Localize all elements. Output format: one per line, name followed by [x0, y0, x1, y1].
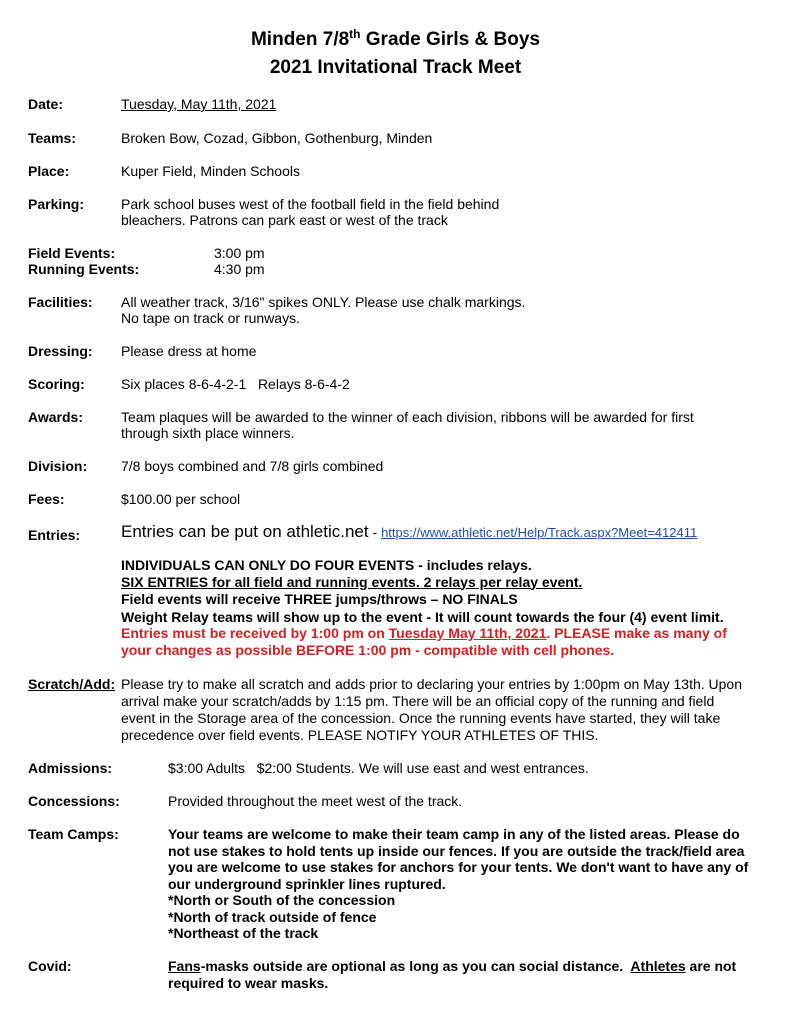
teams-value: Broken Bow, Cozad, Gibbon, Gothenburg, Minden	[121, 130, 433, 146]
entries-rule-1: INDIVIDUALS CAN ONLY DO FOUR EVENTS - includes relays.	[121, 557, 532, 573]
division-value: 7/8 boys combined and 7/8 girls combined	[121, 458, 384, 474]
team-camps-label: Team Camps:	[28, 826, 119, 842]
scoring-label: Scoring:	[28, 376, 85, 392]
date-label: Date:	[28, 96, 64, 112]
date-value: Tuesday, May 11th, 2021	[121, 96, 277, 112]
awards-value: Team plaques will be awarded to the winner of each division, ribbons will be awarded for first through sixth place winners.	[121, 409, 694, 441]
scratch-add-label: Scratch/Add:	[28, 676, 116, 692]
place-value: Kuper Field, Minden Schools	[121, 163, 300, 179]
admissions-value: $3:00 Adults $2:00 Students. We will use east and west entrances.	[168, 760, 589, 776]
entries-rules	[121, 557, 771, 658]
dressing-value: Please dress at home	[121, 343, 257, 359]
scoring-value: Six places 8-6-4-2-1 Relays 8-6-4-2	[121, 376, 350, 392]
running-events-time: 4:30 pm	[214, 261, 265, 277]
teams-label: Teams:	[28, 130, 76, 146]
camp-area-1: *North or South of the concession	[168, 892, 396, 908]
athletic-net-link[interactable]: https://www.athletic.net/Help/Track.aspx?Meet=412411	[381, 525, 698, 540]
awards-label: Awards:	[28, 409, 83, 425]
fees-label: Fees:	[28, 491, 65, 507]
entries-lead: Entries can be put on athletic.net - https://www.athletic.net/Help/Track.aspx?Meet=412411	[121, 522, 698, 541]
scratch-add-value: Please try to make all scratch and adds prior to declaring your entries by 1:00pm on May 13th. Upon arrival make your scratch/adds by 1:15 pm. There will be an official copy of the running and field event in the Storage area of the concession. Once the running events have started, they will take precedence over field events. PLEASE NOTIFY YOUR ATHLETES OF THIS.	[121, 676, 742, 743]
covid-label: Covid:	[28, 958, 72, 974]
field-events-label: Field Events:	[28, 245, 116, 261]
running-events-label: Running Events:	[28, 261, 140, 277]
camp-area-3: *Northeast of the track	[168, 925, 319, 941]
entries-rule-2: SIX ENTRIES for all field and running events. 2 relays per relay event.	[121, 573, 583, 590]
entries-rule-3: Field events will receive THREE jumps/throws – NO FINALS	[121, 591, 518, 607]
fees-value: $100.00 per school	[121, 491, 241, 507]
entries-deadline: Entries must be received by 1:00 pm on Tuesday May 11th, 2021. PLEASE make as many of	[121, 625, 727, 641]
covid-value: Fans-masks outside are optional as long as you can social distance. Athletes are not required to wear masks.	[168, 958, 737, 991]
entries-rule-4: Weight Relay teams will show up to the event - It will count towards the four (4) event limit.	[121, 608, 724, 625]
document-title-line1: Minden 7/8th Grade Girls & Boys	[250, 27, 541, 50]
admissions-label: Admissions:	[28, 760, 113, 776]
concessions-value: Provided throughout the meet west of the track.	[168, 793, 463, 809]
place-label: Place:	[28, 163, 70, 179]
facilities-label: Facilities:	[28, 294, 93, 310]
entries-deadline-line2: your changes as possible BEFORE 1:00 pm - compatible with cell phones.	[121, 641, 615, 658]
field-events-time: 3:00 pm	[214, 245, 265, 261]
document-title-line2: 2021 Invitational Track Meet	[269, 57, 522, 78]
parking-label: Parking:	[28, 196, 85, 212]
team-camps-value: Your teams are welcome to make their team camp in any of the listed areas. Please do not use stakes to hold tents up inside our fences. If you are outside the track/field area you are welcome to use stakes for anchors for your tents. We don't want to have any of our underground sprinkler lines ruptured. *North or South of the concession *North of track outside of fence *Northeast of the track	[168, 826, 773, 942]
dressing-label: Dressing:	[28, 343, 93, 359]
division-label: Division:	[28, 458, 88, 474]
parking-value: Park school buses west of the football field in the field behind bleachers. Patrons can park east or west of the track	[121, 196, 500, 228]
concessions-label: Concessions:	[28, 793, 120, 809]
entries-label: Entries:	[28, 527, 81, 543]
camp-area-2: *North of track outside of fence	[168, 908, 377, 925]
facilities-value: All weather track, 3/16" spikes ONLY. Please use chalk markings. No tape on track or runways.	[121, 294, 526, 326]
